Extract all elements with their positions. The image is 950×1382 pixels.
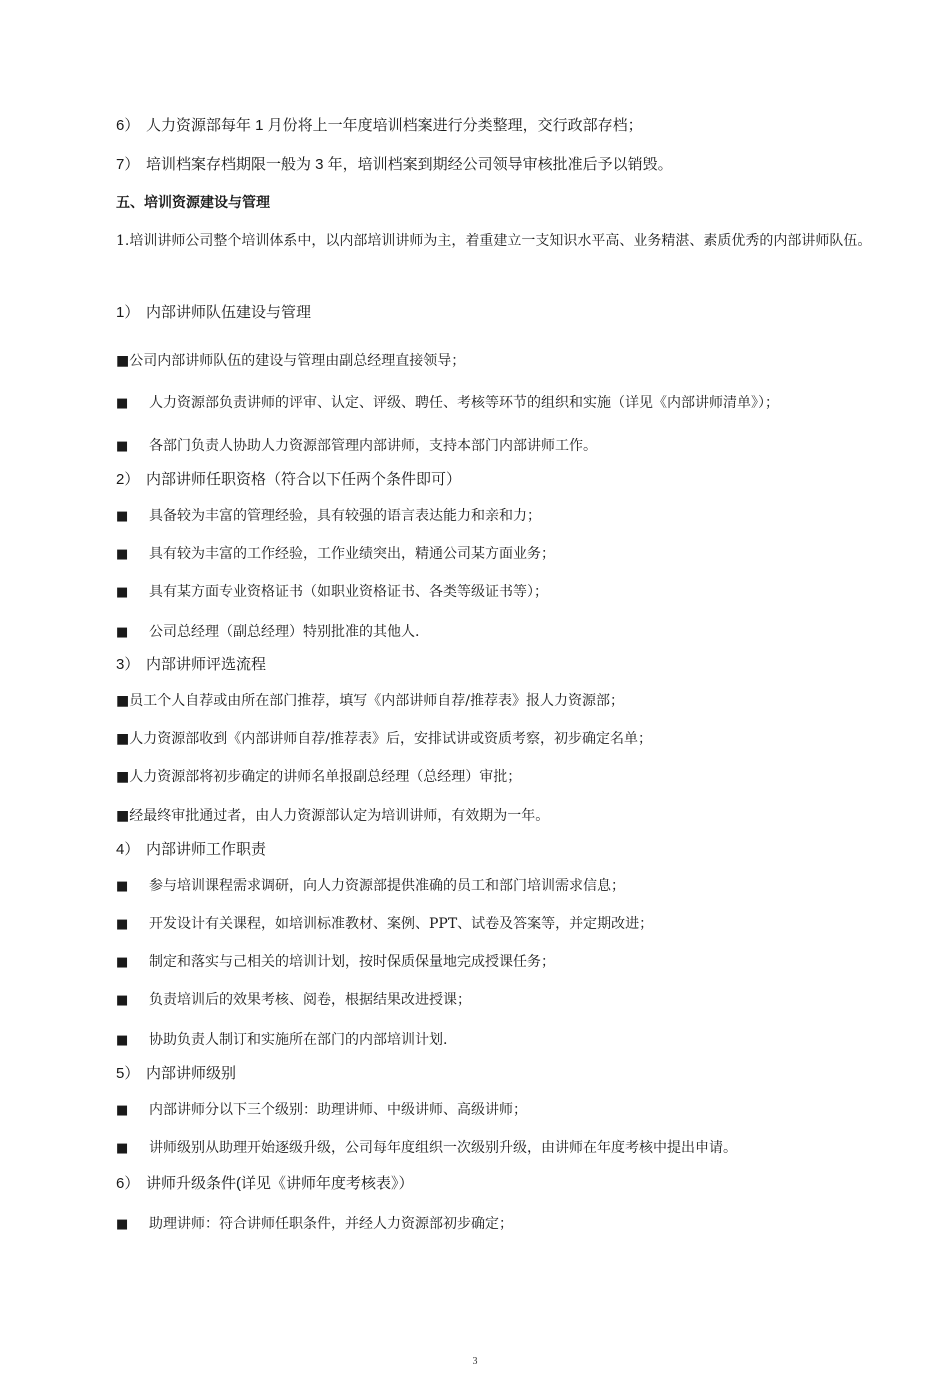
- bullet-square: ■: [116, 917, 129, 932]
- bullet-item: [116, 990, 471, 1011]
- item-text: 内部讲师评选流程: [146, 656, 267, 673]
- paragraph: 1.培训讲师公司整个培训体系中，以内部培训讲师为主，着重建立一支知识水平高、业务精湛、素质优秀的内部讲师队伍。: [116, 233, 872, 249]
- bullet-square: ■: [116, 1103, 129, 1118]
- bullet-item: [116, 622, 419, 643]
- bullet-text: 具有某方面专业资格证书（如职业资格证书、各类等级证书等）；: [149, 584, 548, 600]
- item-number: 4）: [116, 841, 140, 858]
- numbered-item: [116, 840, 266, 860]
- bullet-item: [116, 544, 555, 565]
- bullet-text: 内部讲师分以下三个级别：助理讲师、中级讲师、高级讲师；: [149, 1102, 527, 1118]
- bullet-item: [116, 914, 653, 935]
- item-text: 培训档案存档期限一般为 3 年，培训档案到期经公司领导审核批准后予以销毁。: [146, 156, 673, 173]
- numbered-item: [116, 655, 266, 675]
- bullet-item: [116, 436, 597, 457]
- bullet-item: [116, 1030, 447, 1051]
- bullet-text: 开发设计有关课程，如培训标准教材、案例、PPT、试卷及答案等，并定期改进；: [149, 916, 654, 932]
- bullet-text: 协助负责人制订和实施所在部门的内部培训计划.: [149, 1032, 448, 1048]
- bullet-item: [116, 1100, 527, 1121]
- page-number: 3: [472, 1356, 478, 1367]
- numbered-item: [116, 155, 673, 175]
- numbered-item: [116, 470, 461, 490]
- bullet-item: [116, 1214, 513, 1235]
- bullet-text: 助理讲师：符合讲师任职条件，并经人力资源部初步确定；: [149, 1216, 513, 1232]
- bullet-text: 各部门负责人协助人力资源部管理内部讲师，支持本部门内部讲师工作。: [149, 438, 597, 454]
- item-number: 6）: [116, 117, 140, 134]
- item-number: 1）: [116, 304, 140, 321]
- bullet-item: ■公司内部讲师队伍的建设与管理由副总经理直接领导；: [116, 353, 466, 369]
- bullet-text: 公司总经理（副总经理）特别批准的其他人.: [149, 624, 420, 640]
- item-text: 内部讲师任职资格（符合以下任两个条件即可）: [146, 471, 462, 488]
- bullet-square: ■: [116, 1033, 129, 1048]
- bullet-text: 具备较为丰富的管理经验，具有较强的语言表达能力和亲和力；: [149, 508, 541, 524]
- bullet-text: 制定和落实与己相关的培训计划，按时保质保量地完成授课任务；: [149, 954, 555, 970]
- item-text: 内部讲师级别: [146, 1065, 237, 1082]
- bullet-item: [116, 876, 625, 897]
- numbered-item: [116, 116, 643, 136]
- bullet-square: ■: [116, 585, 129, 600]
- item-text: 讲师升级条件(详见《讲师年度考核表》）: [146, 1175, 414, 1192]
- bullet-square: ■: [116, 547, 129, 562]
- bullet-item: [116, 506, 541, 527]
- bullet-text: 负责培训后的效果考核、阅卷，根据结果改进授课；: [149, 992, 471, 1008]
- item-text: 内部讲师队伍建设与管理: [146, 304, 312, 321]
- bullet-square: ■: [116, 439, 129, 454]
- bullet-square: ■: [116, 993, 129, 1008]
- item-number: 3）: [116, 656, 140, 673]
- numbered-item: [116, 1174, 414, 1194]
- bullet-text: 讲师级别从助理开始逐级升级，公司每年度组织一次级别升级，由讲师在年度考核中提出申请。: [149, 1140, 737, 1156]
- section-heading: 五、培训资源建设与管理: [116, 195, 270, 211]
- bullet-square: ■: [116, 625, 129, 640]
- numbered-item: [116, 303, 311, 323]
- bullet-text: 参与培训课程需求调研，向人力资源部提供准确的员工和部门培训需求信息；: [149, 878, 625, 894]
- item-number: 6）: [116, 1175, 140, 1192]
- bullet-item: ■员工个人自荐或由所在部门推荐，填写《内部讲师自荐/推荐表》报人力资源部；: [116, 693, 624, 709]
- item-text: 人力资源部每年 1 月份将上一年度培训档案进行分类整理，交行政部存档；: [146, 117, 643, 134]
- item-number: 5）: [116, 1065, 140, 1082]
- bullet-square: ■: [116, 1141, 129, 1156]
- item-text: 内部讲师工作职责: [146, 841, 267, 858]
- bullet-square: ■: [116, 509, 129, 524]
- item-number: 7）: [116, 156, 140, 173]
- bullet-item: [116, 393, 779, 414]
- bullet-text: 人力资源部负责讲师的评审、认定、评级、聘任、考核等环节的组织和实施（详见《内部讲师清单》）；: [149, 395, 779, 411]
- bullet-item: [116, 1138, 737, 1159]
- bullet-square: ■: [116, 1217, 129, 1232]
- bullet-square: ■: [116, 879, 129, 894]
- bullet-square: ■: [116, 396, 129, 411]
- bullet-item: ■人力资源部收到《内部讲师自荐/推荐表》后，安排试讲或资质考察，初步确定名单；: [116, 731, 652, 747]
- bullet-item: [116, 582, 548, 603]
- bullet-text: 具有较为丰富的工作经验，工作业绩突出，精通公司某方面业务；: [149, 546, 555, 562]
- bullet-square: ■: [116, 955, 129, 970]
- bullet-item: ■经最终审批通过者，由人力资源部认定为培训讲师，有效期为一年。: [116, 808, 550, 824]
- bullet-item: ■人力资源部将初步确定的讲师名单报副总经理（总经理）审批；: [116, 769, 522, 785]
- numbered-item: [116, 1064, 236, 1084]
- bullet-item: [116, 952, 555, 973]
- item-number: 2）: [116, 471, 140, 488]
